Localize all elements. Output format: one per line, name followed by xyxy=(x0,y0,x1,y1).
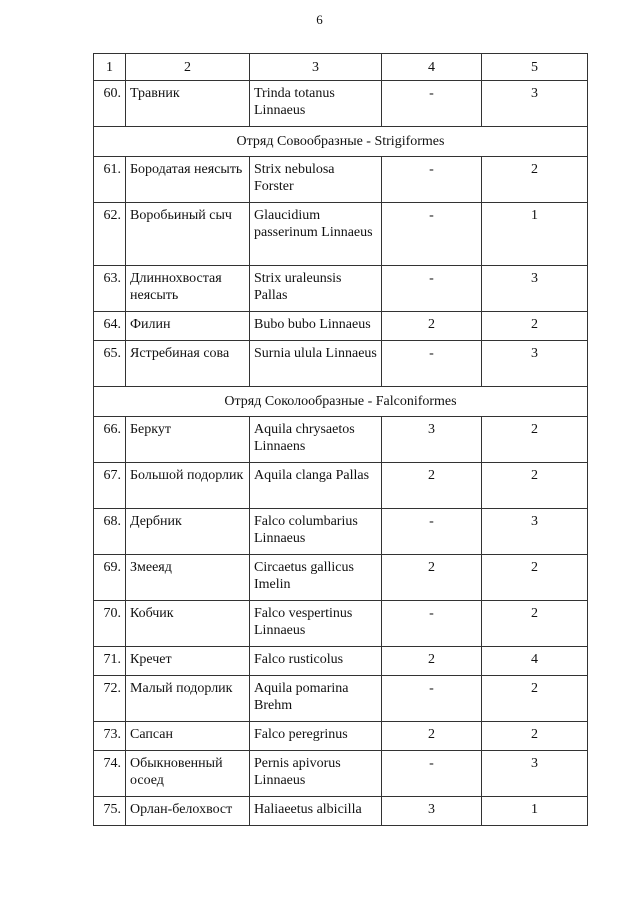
row-number: 67. xyxy=(94,463,126,509)
table-row xyxy=(94,312,588,341)
column-4-value: - xyxy=(382,601,482,647)
column-5-value: 2 xyxy=(482,601,588,647)
column-5-value: 2 xyxy=(482,312,588,341)
header-cell: 4 xyxy=(382,54,482,81)
row-number: 66. xyxy=(94,417,126,463)
species-latin: Bubo bubo Linnaeus xyxy=(250,312,382,341)
species-latin: Falco columbarius Linnaeus xyxy=(250,509,382,555)
column-4-value: - xyxy=(382,203,482,266)
species-name: Сапсан xyxy=(126,722,250,751)
column-5-value: 2 xyxy=(482,722,588,751)
row-number: 74. xyxy=(94,751,126,797)
column-5-value: 2 xyxy=(482,555,588,601)
column-5-value: 2 xyxy=(482,463,588,509)
column-4-value: 2 xyxy=(382,463,482,509)
species-name: Дербник xyxy=(126,509,250,555)
row-number: 64. xyxy=(94,312,126,341)
header-cell: 2 xyxy=(126,54,250,81)
row-number: 70. xyxy=(94,601,126,647)
species-name: Длиннохвостая неясыть xyxy=(126,266,250,312)
species-latin: Strix uraleunsis Pallas xyxy=(250,266,382,312)
column-4-value: 2 xyxy=(382,312,482,341)
column-5-value: 3 xyxy=(482,341,588,387)
species-name: Бородатая неясыть xyxy=(126,157,250,203)
order-heading: Отряд Совообразные - Strigiformes xyxy=(94,127,588,157)
species-name: Орлан-белохвост xyxy=(126,797,250,826)
species-latin: Falco rusticolus xyxy=(250,647,382,676)
table-row xyxy=(94,266,588,312)
species-latin: Falco peregrinus xyxy=(250,722,382,751)
column-4-value: - xyxy=(382,676,482,722)
species-latin: Trinda totanus Linnaeus xyxy=(250,81,382,127)
species-latin: Falco vespertinus Linnaeus xyxy=(250,601,382,647)
order-heading: Отряд Соколообразные - Falconiformes xyxy=(94,387,588,417)
table-row xyxy=(94,463,588,509)
species-name: Филин xyxy=(126,312,250,341)
row-number: 72. xyxy=(94,676,126,722)
species-name: Большой подорлик xyxy=(126,463,250,509)
row-number: 68. xyxy=(94,509,126,555)
table-header-row xyxy=(94,54,588,81)
order-heading-row xyxy=(94,127,588,157)
column-5-value: 3 xyxy=(482,266,588,312)
species-table xyxy=(93,53,588,826)
row-number: 60. xyxy=(94,81,126,127)
species-latin: Strix nebulosa Forster xyxy=(250,157,382,203)
column-4-value: 3 xyxy=(382,417,482,463)
species-latin: Surnia ulula Linnaeus xyxy=(250,341,382,387)
column-5-value: 3 xyxy=(482,81,588,127)
column-5-value: 3 xyxy=(482,751,588,797)
table-row xyxy=(94,417,588,463)
species-name: Малый подорлик xyxy=(126,676,250,722)
species-latin: Aquila chrysaetos Linnaens xyxy=(250,417,382,463)
column-4-value: - xyxy=(382,157,482,203)
species-latin: Pernis apivorus Linnaeus xyxy=(250,751,382,797)
column-5-value: 2 xyxy=(482,417,588,463)
table-row xyxy=(94,676,588,722)
column-5-value: 4 xyxy=(482,647,588,676)
column-5-value: 2 xyxy=(482,157,588,203)
column-4-value: - xyxy=(382,266,482,312)
header-cell: 5 xyxy=(482,54,588,81)
species-name: Беркут xyxy=(126,417,250,463)
order-heading-row xyxy=(94,387,588,417)
row-number: 71. xyxy=(94,647,126,676)
column-4-value: 2 xyxy=(382,647,482,676)
page-number: 6 xyxy=(316,12,323,27)
species-name: Ястребиная сова xyxy=(126,341,250,387)
table-row xyxy=(94,341,588,387)
table-row xyxy=(94,509,588,555)
row-number: 65. xyxy=(94,341,126,387)
header-cell: 3 xyxy=(250,54,382,81)
column-4-value: 2 xyxy=(382,722,482,751)
species-latin: Aquila pomarina Brehm xyxy=(250,676,382,722)
table-row xyxy=(94,601,588,647)
table-row xyxy=(94,555,588,601)
species-name: Воробьиный сыч xyxy=(126,203,250,266)
column-5-value: 2 xyxy=(482,676,588,722)
row-number: 69. xyxy=(94,555,126,601)
table-row xyxy=(94,81,588,127)
column-5-value: 3 xyxy=(482,509,588,555)
header-cell: 1 xyxy=(94,54,126,81)
row-number: 73. xyxy=(94,722,126,751)
table-row xyxy=(94,722,588,751)
column-4-value: - xyxy=(382,751,482,797)
row-number: 75. xyxy=(94,797,126,826)
table-row xyxy=(94,203,588,266)
table-row xyxy=(94,797,588,826)
table-row xyxy=(94,157,588,203)
row-number: 63. xyxy=(94,266,126,312)
species-name: Кобчик xyxy=(126,601,250,647)
species-name: Травник xyxy=(126,81,250,127)
row-number: 62. xyxy=(94,203,126,266)
table-row xyxy=(94,647,588,676)
column-5-value: 1 xyxy=(482,203,588,266)
table-row xyxy=(94,751,588,797)
species-name: Змееяд xyxy=(126,555,250,601)
column-4-value: 2 xyxy=(382,555,482,601)
column-4-value: - xyxy=(382,509,482,555)
column-4-value: 3 xyxy=(382,797,482,826)
species-latin: Circaetus gallicus Imelin xyxy=(250,555,382,601)
species-latin: Glaucidium passerinum Linnaeus xyxy=(250,203,382,266)
column-4-value: - xyxy=(382,341,482,387)
column-4-value: - xyxy=(382,81,482,127)
species-latin: Haliaeetus albicilla xyxy=(250,797,382,826)
column-5-value: 1 xyxy=(482,797,588,826)
row-number: 61. xyxy=(94,157,126,203)
species-name: Обыкновенный осоед xyxy=(126,751,250,797)
species-latin: Aquila clanga Pallas xyxy=(250,463,382,509)
species-name: Кречет xyxy=(126,647,250,676)
